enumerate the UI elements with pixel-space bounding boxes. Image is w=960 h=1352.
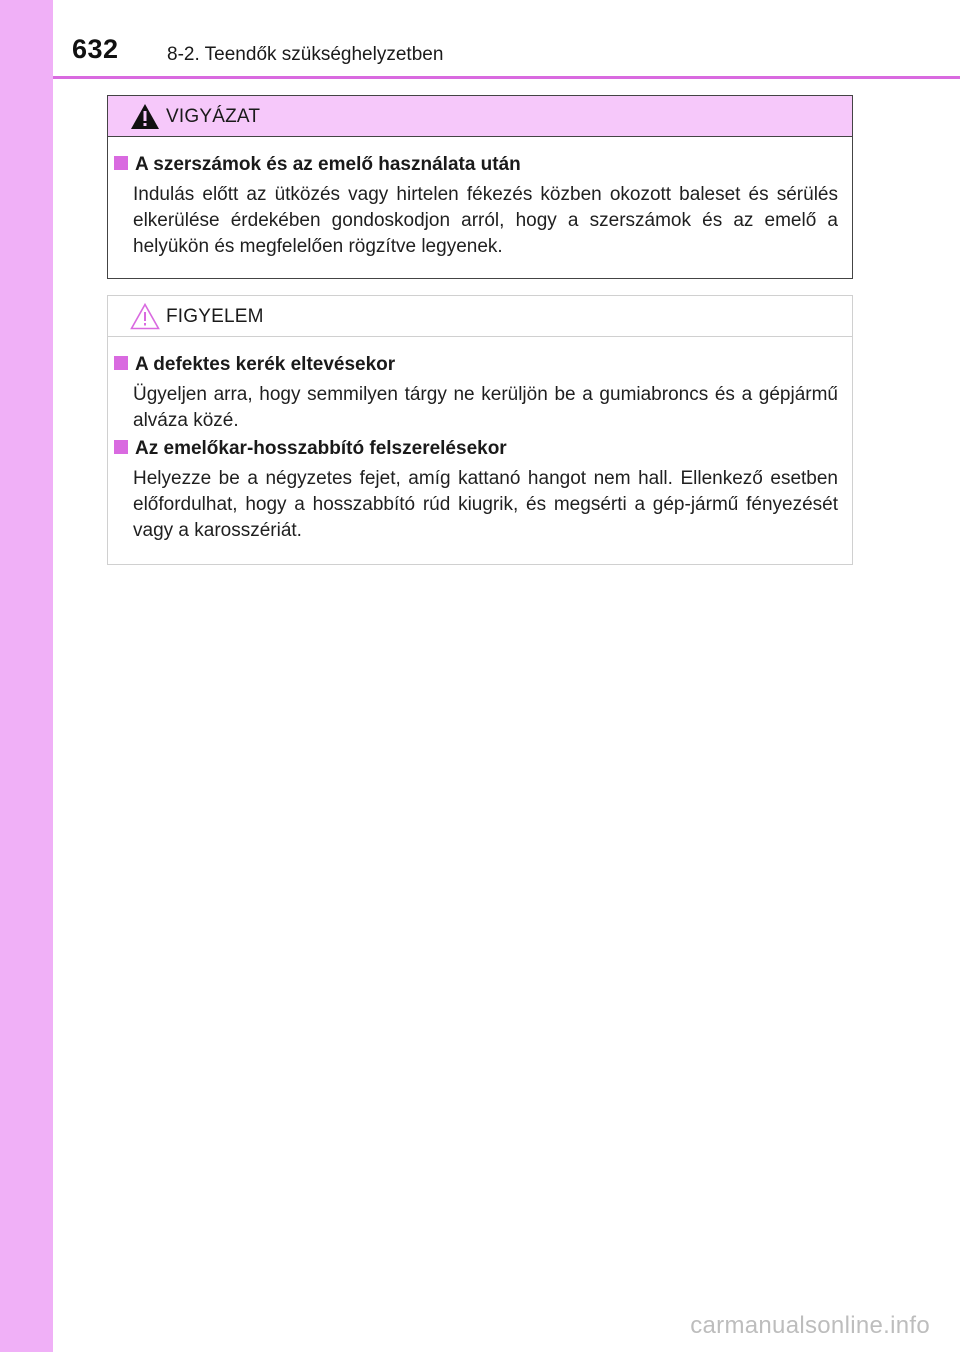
notice-item-text: Helyezze be a négyzetes fejet, amíg kattanó hangot nem hall. Ellenkező esetben előfordulhat, hogy a hosszabbító rúd kiugrik, és megsérti a gép-jármű fényezését vagy a karosszériát. xyxy=(133,468,838,541)
caution-item-title: A szerszámok és az emelő használata után xyxy=(114,154,521,176)
caution-box xyxy=(107,95,853,279)
watermark: carmanualsonline.info xyxy=(690,1312,930,1339)
caution-header xyxy=(108,96,852,137)
section-title: 8-2. Teendők szükséghelyzetben xyxy=(167,44,444,65)
notice-item-title: Az emelőkar-hosszabbító felszerelésekor xyxy=(114,438,507,460)
square-bullet-icon xyxy=(114,156,128,170)
page-number: 632 xyxy=(72,34,119,64)
square-bullet-icon xyxy=(114,356,128,370)
notice-item-text: Ügyeljen arra, hogy semmilyen tárgy ne kerüljön be a gumiabroncs és a gépjármű alváza közé. xyxy=(133,384,838,431)
header-rule xyxy=(53,76,960,79)
notice-header xyxy=(108,296,852,337)
side-color-band xyxy=(0,0,53,1352)
caution-label: VIGYÁZAT xyxy=(166,106,261,127)
warning-filled-icon xyxy=(130,103,160,130)
notice-box xyxy=(107,295,853,565)
caution-item-text: Indulás előtt az ütközés vagy hirtelen fékezés közben okozott baleset és sérülés elkerülése érdekében gondoskodjon arról, hogy a szerszámok és az emelő a helyükön és megfelelően rögzítve legyenek. xyxy=(133,184,838,257)
notice-item-title: A defektes kerék eltevésekor xyxy=(114,354,395,376)
square-bullet-icon xyxy=(114,440,128,454)
warning-outline-icon xyxy=(130,303,160,330)
notice-label: FIGYELEM xyxy=(166,306,264,327)
